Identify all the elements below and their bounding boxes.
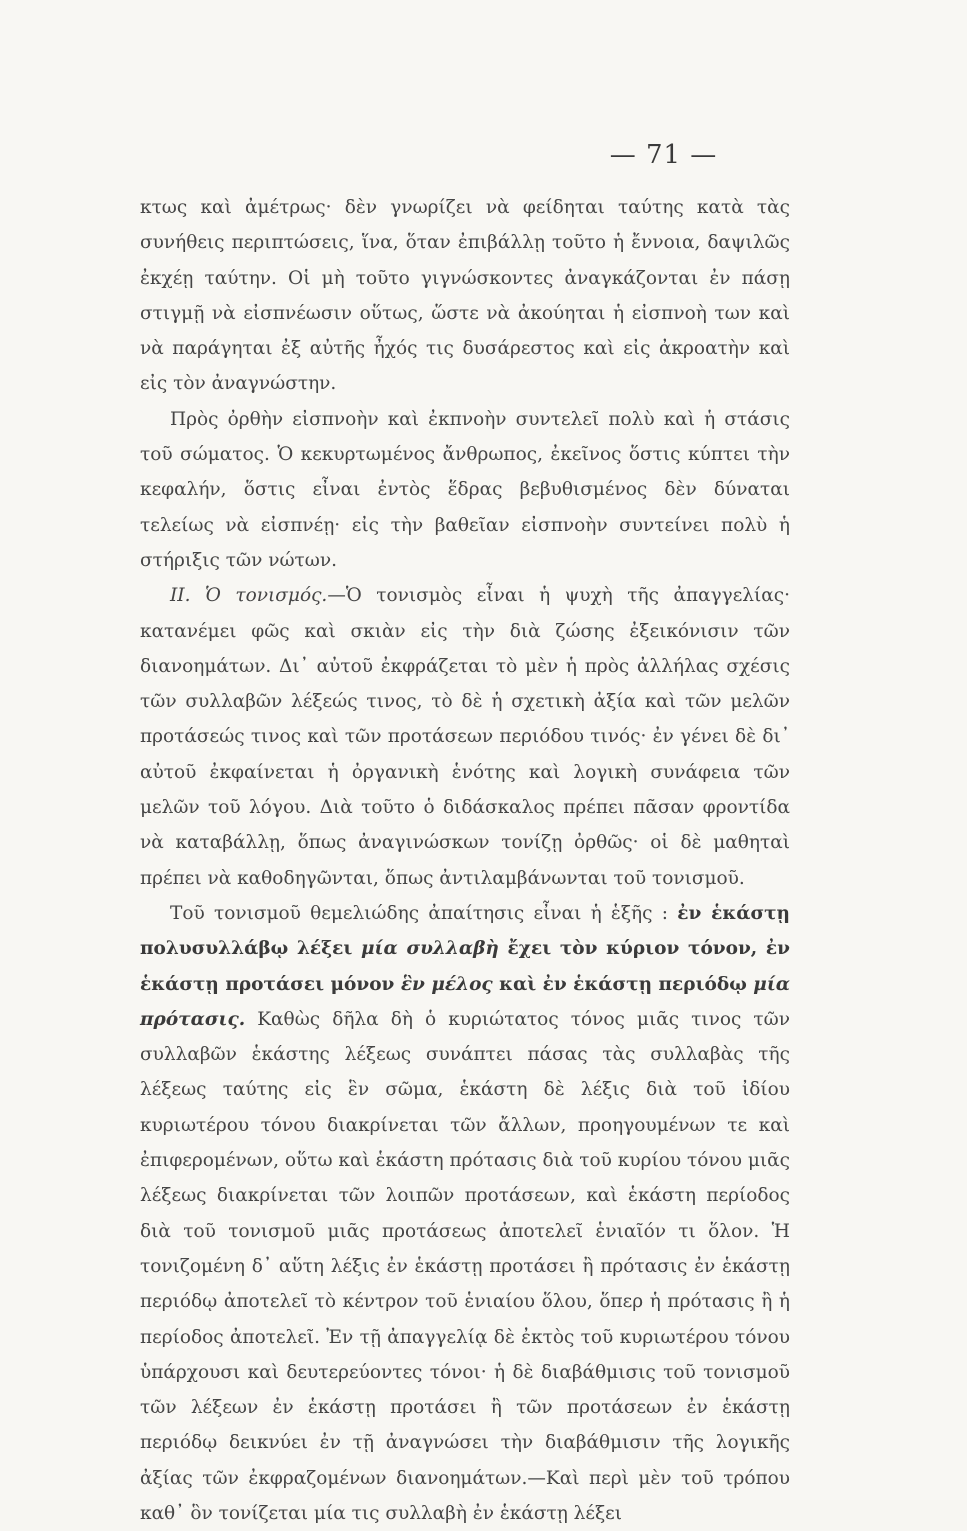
- paragraph-breathing: κτως καὶ ἀμέτρως· δὲν γνωρίζει νὰ φείδηται ταύτης κατὰ τὰς συνήθεις περιπτώσεις, ἵνα, ὅταν ἐπιβάλλῃ τοῦτο ἡ ἔννοια, δαψιλῶς ἐκχέῃ ταύτην. Οἱ μὴ τοῦτο γιγνώσκοντες ἀναγκάζονται ἐν πάσῃ στιγμῇ νὰ εἰσπνέωσιν οὕτως, ὥστε νὰ ἀκούηται ἡ εἰσπνοὴ των καὶ νὰ παράγηται ἐξ αὐτῆς ἦχός τις δυσάρεστος καὶ εἰς ἀκροατὴν καὶ εἰς τὸν ἀναγνώστην.: [140, 197, 790, 395]
- text-run: Καθὼς δῆλα δὴ ὁ κυριώτατος τόνος μιᾶς τινος τῶν συλλαβῶν ἑκάστης λέξεως συνάπτει πάσας τὰς συλλαβὰς τῆς λέξεως ταύτης εἰς ἓν σῶμα, ἑκάστη δὲ λέξις διὰ τοῦ ἰδίου κυριωτέρου τόνου διακρίνεται τῶν ἄλλων, προηγουμένων τε καὶ ἐπιφερομένων, οὕτω καὶ ἑκάστη πρότασις διὰ τοῦ κυρίου τόνου μιᾶς λέξεως διακρίνεται τῶν λοιπῶν προτάσεων, καὶ ἑκάστη περίοδος διὰ τοῦ τονισμοῦ μιᾶς προτάσεως ἀποτελεῖ ἑνιαῖόν τι ὅλον. Ἡ τονιζομένη δ᾿ αὕτη λέξις ἐν ἑκάστῃ προτάσει ἢ πρότασις ἐν ἑκάστῃ περιόδῳ ἀποτελεῖ τὸ κέντρον τοῦ ἑνιαίου ὅλου, ὅπερ ἡ πρότασις ἢ ἡ περίοδος ἀποτελεῖ. Ἐν τῇ ἀπαγγελίᾳ δὲ ἐκτὸς τοῦ κυριωτέρου τόνου ὑπάρχουσι καὶ δευτερεύοντες τόνοι· ἡ δὲ διαβάθμισις τοῦ τονισμοῦ τῶν λέξεων ἐν ἑκάστῃ προτάσει ἢ τῶν προτάσεων ἐν ἑκάστῃ περιόδῳ δεικνύει ἐν τῇ ἀναγνώσει τὴν διαβάθμισιν τῆς λογικῆς ἀξίας τῶν ἐκφραζομένων διανοημάτων.—Καὶ περὶ μὲν τοῦ τρόπου καθ᾿ ὃν τονίζεται μία τις συλλαβὴ ἐν ἑκάστῃ λέξει: [140, 1008, 790, 1524]
- bold-italic-run: μία πρότασις.: [140, 973, 791, 1030]
- paragraph-accentuation: [140, 578, 790, 896]
- text-run: Τοῦ τονισμοῦ θεμελιώδης ἀπαίτησις εἶναι ἡ ἑξῆς :: [170, 902, 678, 924]
- bold-run: ἐν ἑκάστῃ πολυσυλλάβῳ λέξει: [140, 902, 790, 960]
- section-heading: ΙΙ. Ὁ τονισμός.: [170, 585, 328, 607]
- section-body: —Ὁ τονισμὸς εἶναι ἡ ψυχὴ τῆς ἀπαγγελίας· κατανέμει φῶς καὶ σκιὰν εἰς τὴν διὰ ζώσης ἐξεικόνισιν τῶν διανοημάτων. Δι᾿ αὐτοῦ ἐκφράζεται τὸ μὲν ἡ πρὸς ἀλλήλας σχέσις τῶν συλλαβῶν λέξεώς τινος, τὸ δὲ ἡ σχετικὴ ἀξία καὶ τῶν μελῶν προτάσεώς τινος καὶ τῶν προτάσεων περιόδου τινός· ἐν γένει δὲ δι᾿ αὐτοῦ ἐκφαίνεται ἡ ὀργανικὴ ἑνότης καὶ λογικὴ συνάφεια τῶν μελῶν τοῦ λόγου. Διὰ τοῦτο ὁ διδάσκαλος πρέπει πᾶσαν φροντίδα νὰ καταβάλλῃ, ὅπως ἀναγινώσκων τονίζῃ ὀρθῶς· οἱ δὲ μαθηταὶ πρέπει νὰ καθοδηγῶνται, ὅπως ἀντιλαμβάνωνται τοῦ τονισμοῦ.: [140, 585, 791, 889]
- paragraph-posture: Πρὸς ὀρθὴν εἰσπνοὴν καὶ ἐκπνοὴν συντελεῖ πολὺ καὶ ἡ στάσις τοῦ σώματος. Ὁ κεκυρτωμένος ἄνθρωπος, ἐκεῖνος ὅστις κύπτει τὴν κεφαλήν, ὅστις εἶναι ἐντὸς ἕδρας βεβυθισμένος δὲν δύναται τελείως νὰ εἰσπνέῃ· εἰς τὴν βαθεῖαν εἰσπνοὴν συντείνει πολὺ ἡ στήριξις τῶν νώτων.: [140, 408, 790, 571]
- page-number: — 71 —: [609, 140, 718, 170]
- bold-run: καὶ ἐν ἑκάστῃ περιόδῳ: [492, 973, 754, 995]
- bold-italic-run: ἓν μέλος: [400, 973, 493, 995]
- bold-italic-run: μία συλλαβὴ: [361, 938, 499, 960]
- page-body: [140, 190, 790, 1531]
- bold-run: ἔχει τὸν κύριον τόνον, ἐν ἑκάστῃ προτάσει μόνον: [140, 938, 791, 995]
- paragraph-principle: [140, 896, 790, 1531]
